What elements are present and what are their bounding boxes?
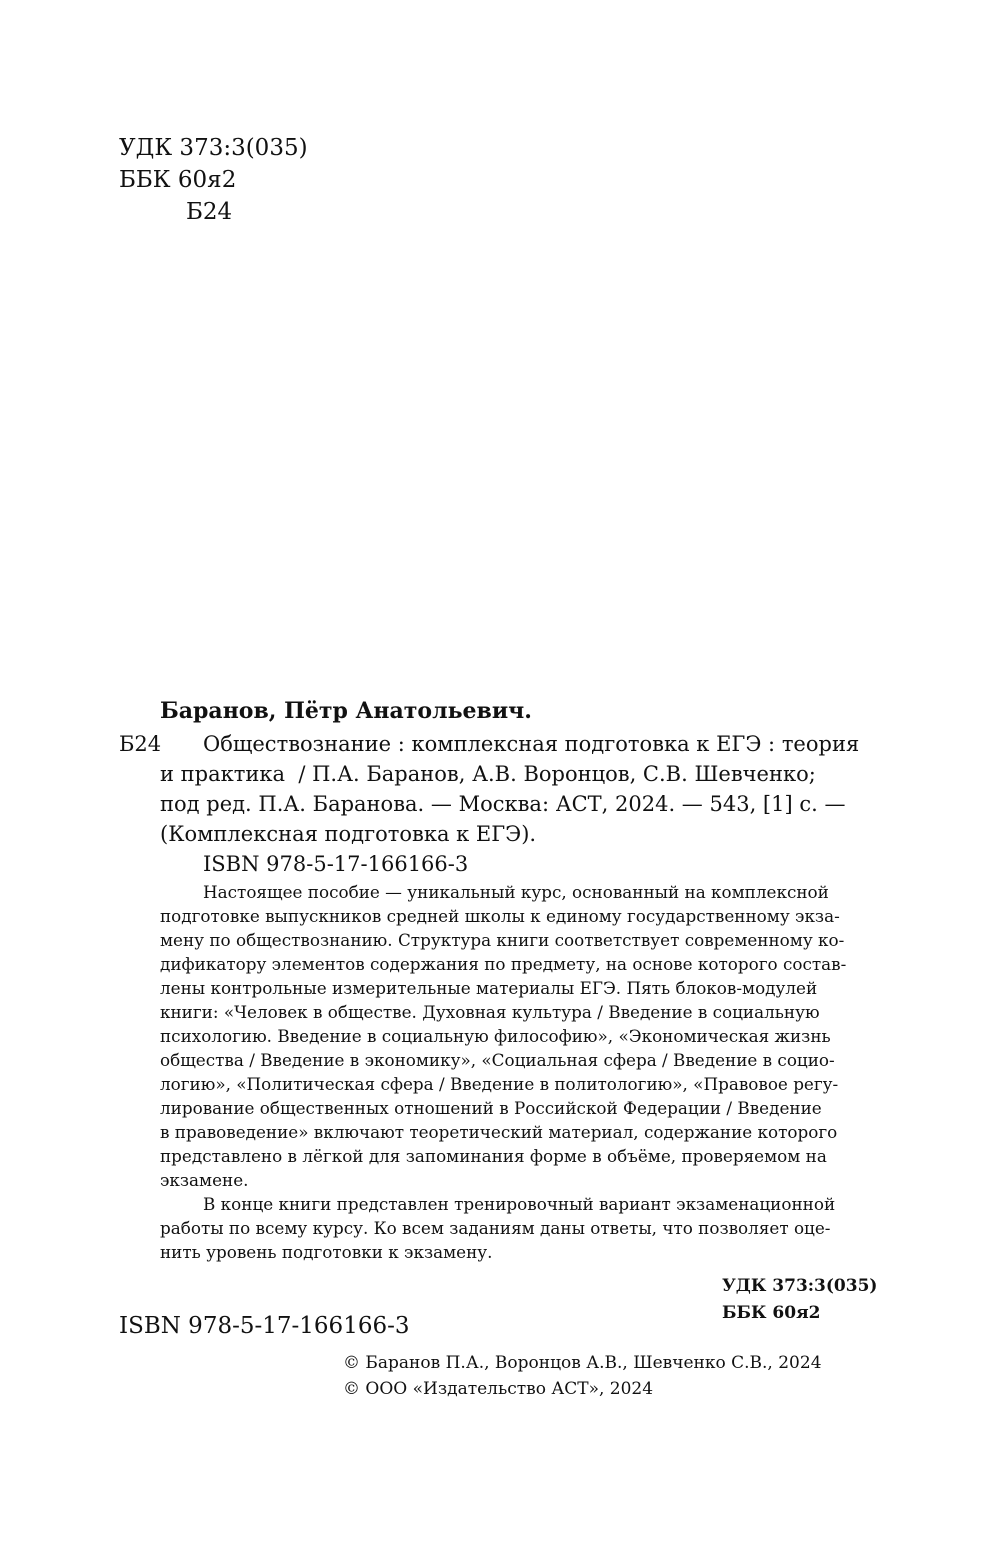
annotation <box>160 880 888 1264</box>
isbn-main: ISBN 978-5-17-166166-3 <box>119 1313 410 1339</box>
annotation-line: в правоведение» включают теоретический материал, содержание которого <box>160 1122 838 1142</box>
annotation-line: дификатору элементов содержания по предмету, на основе которого состав- <box>160 954 847 974</box>
card-title-line-2: и практика / П.А. Баранов, А.В. Воронцов, С.В. Шевченко; <box>160 762 816 786</box>
card-author-mark: Б24 <box>119 732 162 756</box>
annotation-line: книги: «Человек в обществе. Духовная культура / Введение в социальную <box>160 1002 820 1022</box>
annotation-line: экзамене. <box>160 1170 249 1190</box>
annotation-line: нить уровень подготовки к экзамену. <box>160 1242 493 1262</box>
annotation-line: психологию. Введение в социальную философию», «Экономическая жизнь <box>160 1026 831 1046</box>
annotation-line: представлено в лёгкой для запоминания форме в объёме, проверяемом на <box>160 1146 827 1166</box>
author-mark: Б24 <box>186 199 233 225</box>
annotation-line: работы по всему курсу. Ко всем заданиям даны ответы, что позволяет оце- <box>160 1218 831 1238</box>
copyright-authors: © Баранов П.А., Воронцов А.В., Шевченко С.В., 2024 <box>343 1353 822 1373</box>
annotation-line: лены контрольные измерительные материалы ЕГЭ. Пять блоков-модулей <box>160 978 818 998</box>
copyright-publisher: © ООО «Издательство АСТ», 2024 <box>343 1379 654 1399</box>
card-title-line-4: (Комплексная подготовка к ЕГЭ). <box>160 822 537 846</box>
annotation-line: мену по обществознанию. Структура книги соответствует современному ко- <box>160 930 845 950</box>
annotation-line: лирование общественных отношений в Российской Федерации / Введение <box>160 1098 822 1118</box>
udk-code: УДК 373:3(035) <box>119 135 308 161</box>
card-isbn: ISBN 978-5-17-166166-3 <box>203 852 469 876</box>
card-author: Баранов, Пётр Анатольевич. <box>160 698 532 724</box>
bottom-udk-code: УДК 373:3(035) <box>722 1276 878 1296</box>
bbk-code: ББК 60я2 <box>119 167 237 193</box>
card-title-line-3: под ред. П.А. Баранова. — Москва: АСТ, 2024. — 543, [1] с. — <box>160 792 846 816</box>
annotation-line: подготовке выпускников средней школы к единому государственному экза- <box>160 906 840 926</box>
card-title-line-1: Обществознание : комплексная подготовка к ЕГЭ : теория <box>203 732 860 756</box>
annotation-line: общества / Введение в экономику», «Социальная сфера / Введение в социо- <box>160 1050 835 1070</box>
annotation-line: В конце книги представлен тренировочный вариант экзаменационной <box>203 1194 836 1214</box>
annotation-line: Настоящее пособие — уникальный курс, основанный на комплексной <box>203 882 829 902</box>
bottom-bbk-code: ББК 60я2 <box>722 1303 821 1323</box>
annotation-line: логию», «Политическая сфера / Введение в политологию», «Правовое регу- <box>160 1074 839 1094</box>
